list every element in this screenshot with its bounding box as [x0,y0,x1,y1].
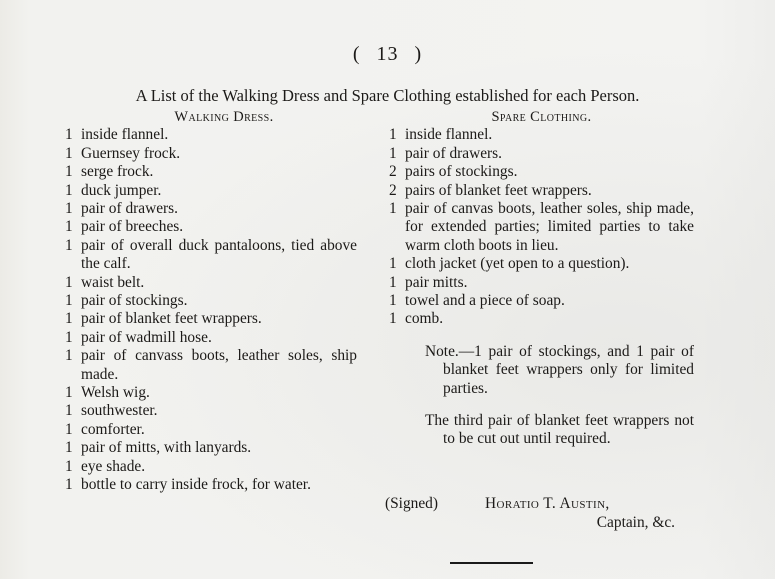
signature-block [385,494,685,532]
signer-name: Horatio T. Austin, [485,495,610,512]
list-item [65,329,357,347]
note-limited-parties: Note.—1 pair of stockings, and 1 pair of blanket feet wrappers only for limited parties. [425,342,694,397]
item-quantity: 1 [389,126,397,144]
list-item [65,347,357,384]
list-item [65,126,357,144]
walking-dress-list [65,108,357,495]
list-item [65,200,357,218]
item-quantity: 1 [65,181,73,199]
item-quantity: 1 [65,126,73,144]
item-text: pair of canvass boots, leather soles, ship made. [81,347,357,383]
list-item [389,163,694,181]
item-quantity: 1 [65,439,73,457]
list-item [65,439,357,457]
list-item [65,274,357,292]
list-item [65,476,357,494]
list-item [65,402,357,420]
item-quantity: 1 [389,255,397,273]
list-item [65,384,357,402]
item-text: pair of wadmill hose. [81,328,212,346]
list-item [389,310,694,328]
list-item [65,145,357,163]
item-quantity: 1 [65,292,73,310]
item-quantity: 1 [65,310,73,328]
list-item [389,292,694,310]
item-text: Welsh wig. [81,384,150,402]
page-number: ( 13 ) [352,43,423,65]
item-text: southwester. [81,402,158,420]
list-item [389,126,694,144]
item-text: pairs of blanket feet wrappers. [405,181,592,199]
note-third-pair: The third pair of blanket feet wrappers not to be cut out until required. [425,412,694,448]
list-item [65,421,357,439]
item-quantity: 1 [65,218,73,236]
item-quantity: 1 [65,144,73,162]
item-quantity: 1 [389,144,397,162]
item-text: towel and a piece of soap. [405,292,565,310]
item-text: bottle to carry inside frock, for water. [81,476,311,494]
item-text: duck jumper. [81,181,162,199]
item-text: cloth jacket (yet open to a question). [405,255,630,273]
item-quantity: 1 [65,384,73,402]
item-text: pair of blanket feet wrappers. [81,310,262,328]
item-quantity: 1 [65,236,73,254]
item-quantity: 1 [65,163,73,181]
list-item [65,163,357,181]
item-text: pair of overall duck pantaloons, tied above the calf. [81,236,357,273]
item-quantity: 1 [65,200,73,218]
item-text: pair of drawers. [405,144,503,162]
list-item [389,145,694,163]
item-text: pair mitts. [405,273,468,291]
item-quantity: 1 [389,273,397,291]
item-text: inside flannel. [405,126,493,144]
item-text: serge frock. [81,163,154,181]
item-quantity: 1 [65,420,73,438]
item-quantity: 1 [65,476,73,494]
item-text: pair of stockings. [81,292,188,310]
list-item [389,274,694,292]
item-text: pair of mitts, with lanyards. [81,439,252,457]
item-text: waist belt. [81,273,145,291]
list-item [389,255,694,273]
item-text: pair of drawers. [81,200,179,218]
list-item [65,182,357,200]
list-item [65,292,357,310]
item-text: inside flannel. [81,126,169,144]
item-text: pair of breeches. [81,218,184,236]
walking-dress-heading: Walking Dress. [174,109,274,125]
list-item [65,218,357,236]
item-quantity: 1 [65,402,73,420]
item-quantity: 1 [389,292,397,310]
list-item [65,237,357,274]
list-item [389,200,694,255]
item-quantity: 1 [65,328,73,346]
item-text: eye shade. [81,457,146,475]
item-text: Guernsey frock. [81,144,181,162]
closing-rule-divider [450,562,533,564]
item-text: comforter. [81,420,145,438]
item-quantity: 1 [65,347,73,365]
item-text: pairs of stockings. [405,163,518,181]
item-quantity: 2 [389,181,397,199]
item-quantity: 1 [65,273,73,291]
signer-title: Captain, &c. [596,514,675,531]
signed-label: (Signed) [385,495,439,512]
item-text: comb. [405,310,444,328]
list-item [389,182,694,200]
item-text: pair of canvas boots, leather soles, ship made, for extended parties; limited parties to take warm cloth boots in lieu. [405,200,694,254]
document-title: A List of the Walking Dress and Spare Clothing established for each Person. [135,86,640,105]
spare-clothing-heading: Spare Clothing. [491,109,592,125]
item-quantity: 1 [65,457,73,475]
list-item [65,458,357,476]
item-quantity: 2 [389,163,397,181]
list-item [65,310,357,328]
item-quantity: 1 [389,310,397,328]
spare-clothing-list [389,108,694,449]
item-quantity: 1 [389,200,397,218]
